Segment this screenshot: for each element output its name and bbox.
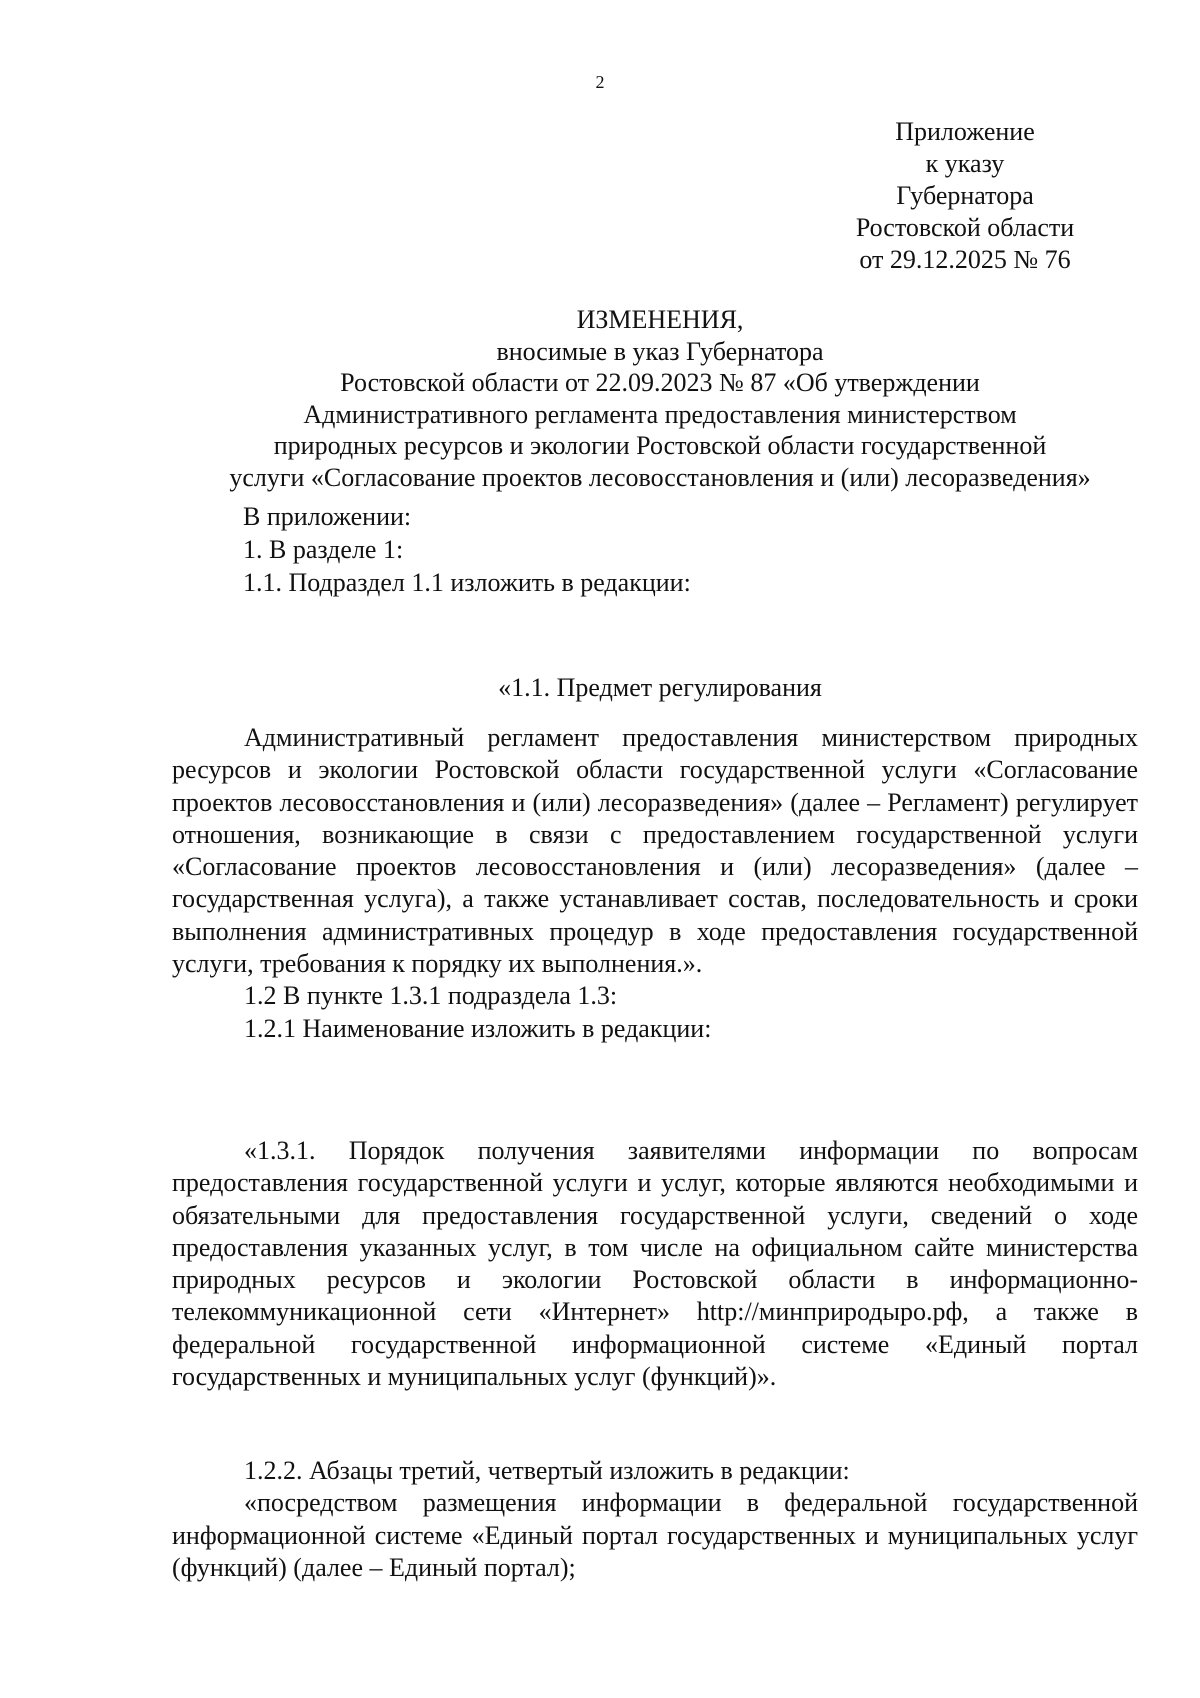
appendix-header: [830, 116, 1100, 276]
appendix-line: от 29.12.2025 № 76: [859, 245, 1071, 274]
subsection-heading: «1.1. Предмет регулирования: [498, 673, 822, 702]
paragraph-regulation-subject: Административный регламент предоставления министерством природных ресурсов и экологии Ростовской области государственной услуги «Согласование проектов лесовосстановления и (или) лесоразведения» (далее – Регламент) регулирует отношения, возникающие в связи с предоставлением государственной услуги «Согласование проектов лесовосстановления и (или) лесоразведения» (далее – государственная услуга), а также устанавливает состав, последовательность и сроки выполнения административных процедур в ходе предоставления государственной услуги, требования к порядку их выполнения.».: [172, 723, 1138, 979]
paragraph-item-1-2-2: 1.2.2. Абзацы третий, четвертый изложить в редакции:: [244, 1456, 850, 1485]
body-block-2: [172, 1135, 1138, 1393]
intro-line: 1. В разделе 1:: [243, 535, 404, 564]
paragraph-item-1-2: 1.2 В пункте 1.3.1 подраздела 1.3:: [244, 981, 618, 1011]
appendix-line: Губернатора: [896, 181, 1034, 210]
title-line: Административного регламента предоставления министерством: [303, 399, 1017, 429]
intro-lines: [243, 500, 1143, 599]
appendix-line: к указу: [925, 149, 1005, 178]
title-line: услуги «Согласование проектов лесовосстановления и (или) лесоразведения»: [229, 462, 1091, 492]
title-line: вносимые в указ Губернатора: [496, 336, 824, 366]
document-title: [120, 304, 1200, 493]
title-line: Ростовской области от 22.09.2023 № 87 «Об утверждении: [340, 368, 980, 397]
intro-line: В приложении:: [243, 502, 412, 531]
paragraph-item-1-3-1: «1.3.1. Порядок получения заявителями информации по вопросам предоставления государственной услуги и услуг, которые являются необходимыми и обязательными для предоставления государственной услуги, сведений о ходе предоставления указанных услуг, в том числе на официальном сайте министерства природных ресурсов и экологии Ростовской области в информационно-телекоммуникационной сети «Интернет» http://минприродыро.рф, а также в федеральной государственной информационной системе «Единый портал государственных и муниципальных услуг (функций)».: [172, 1136, 1138, 1392]
appendix-line: Ростовской области: [855, 213, 1075, 242]
paragraph-quote-portal: «посредством размещения информации в федеральной государственной информационной системе «Единый портал государственных и муниципальных услуг (функций) (далее – Единый портал);: [172, 1488, 1138, 1582]
body-block-1: [172, 722, 1138, 1045]
title-line: природных ресурсов и экологии Ростовской области государственной: [273, 431, 1047, 460]
intro-line: 1.1. Подраздел 1.1 изложить в редакции:: [243, 568, 691, 597]
appendix-line: Приложение: [895, 117, 1035, 146]
paragraph-item-1-2-1: 1.2.1 Наименование изложить в редакции:: [244, 1013, 712, 1043]
page-number: 2: [595, 72, 605, 92]
title-heading: ИЗМЕНЕНИЯ,: [576, 305, 744, 334]
body-block-3: [172, 1455, 1138, 1584]
